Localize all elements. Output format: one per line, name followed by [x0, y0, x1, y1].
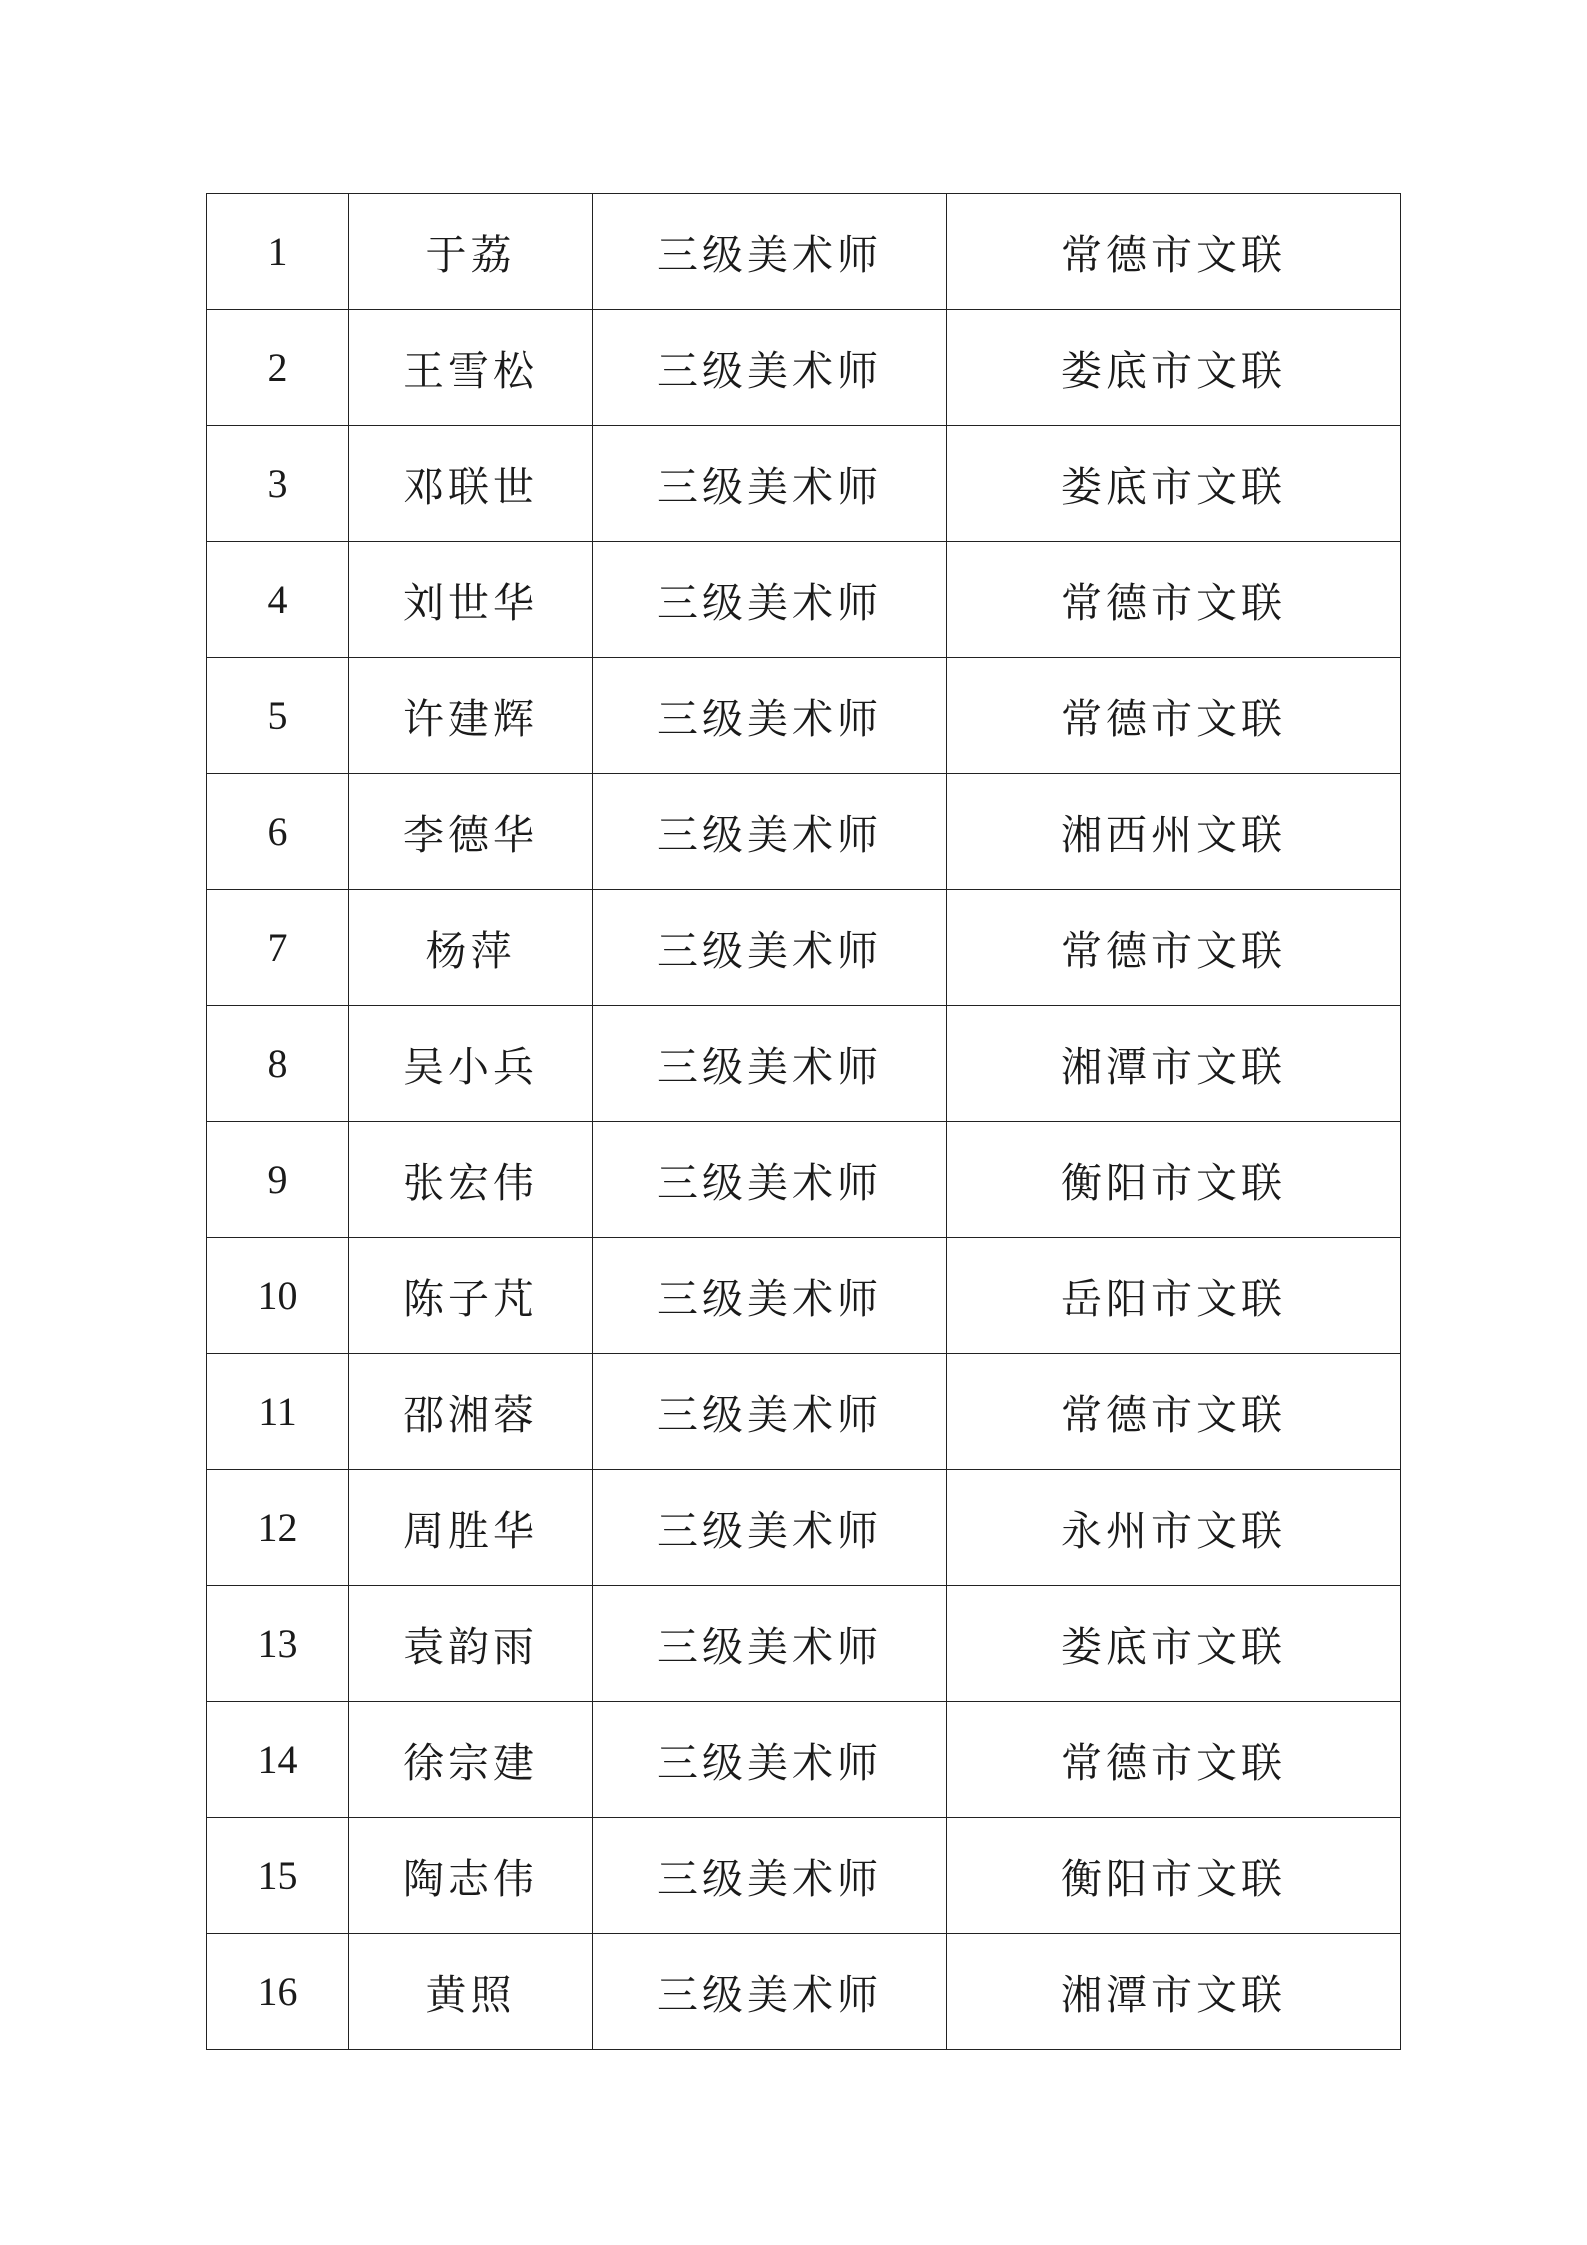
unit-cell: 常德市文联	[947, 542, 1401, 658]
unit-cell: 娄底市文联	[947, 426, 1401, 542]
title-cell: 三级美术师	[593, 1470, 947, 1586]
unit-cell: 衡阳市文联	[947, 1122, 1401, 1238]
unit-cell: 湘潭市文联	[947, 1934, 1401, 2050]
row-number-cell: 2	[207, 310, 349, 426]
table-row	[207, 1702, 1401, 1818]
row-number-cell: 3	[207, 426, 349, 542]
unit-cell: 常德市文联	[947, 1354, 1401, 1470]
row-number-cell: 15	[207, 1818, 349, 1934]
name-cell: 陈子芃	[349, 1238, 593, 1354]
row-number-cell: 4	[207, 542, 349, 658]
name-cell: 刘世华	[349, 542, 593, 658]
table-row	[207, 1006, 1401, 1122]
row-number-cell: 1	[207, 194, 349, 310]
unit-cell: 湘西州文联	[947, 774, 1401, 890]
name-cell: 徐宗建	[349, 1702, 593, 1818]
title-cell: 三级美术师	[593, 890, 947, 1006]
table-row	[207, 658, 1401, 774]
row-number-cell: 10	[207, 1238, 349, 1354]
title-cell: 三级美术师	[593, 774, 947, 890]
row-number-cell: 16	[207, 1934, 349, 2050]
name-cell: 王雪松	[349, 310, 593, 426]
title-cell: 三级美术师	[593, 1818, 947, 1934]
title-cell: 三级美术师	[593, 542, 947, 658]
table-row	[207, 310, 1401, 426]
title-cell: 三级美术师	[593, 1354, 947, 1470]
name-cell: 李德华	[349, 774, 593, 890]
title-cell: 三级美术师	[593, 426, 947, 542]
table-row	[207, 774, 1401, 890]
table-row	[207, 1586, 1401, 1702]
unit-cell: 湘潭市文联	[947, 1006, 1401, 1122]
table-row	[207, 194, 1401, 310]
unit-cell: 常德市文联	[947, 658, 1401, 774]
name-cell: 黄照	[349, 1934, 593, 2050]
row-number-cell: 5	[207, 658, 349, 774]
name-cell: 邵湘蓉	[349, 1354, 593, 1470]
unit-cell: 娄底市文联	[947, 1586, 1401, 1702]
table-row	[207, 1470, 1401, 1586]
unit-cell: 衡阳市文联	[947, 1818, 1401, 1934]
name-cell: 许建辉	[349, 658, 593, 774]
row-number-cell: 9	[207, 1122, 349, 1238]
row-number-cell: 11	[207, 1354, 349, 1470]
name-cell: 袁韵雨	[349, 1586, 593, 1702]
roster-table	[206, 193, 1401, 2050]
table-row	[207, 542, 1401, 658]
unit-cell: 娄底市文联	[947, 310, 1401, 426]
unit-cell: 常德市文联	[947, 1702, 1401, 1818]
name-cell: 于荔	[349, 194, 593, 310]
unit-cell: 常德市文联	[947, 194, 1401, 310]
table-row	[207, 426, 1401, 542]
row-number-cell: 8	[207, 1006, 349, 1122]
unit-cell: 岳阳市文联	[947, 1238, 1401, 1354]
title-cell: 三级美术师	[593, 1006, 947, 1122]
row-number-cell: 7	[207, 890, 349, 1006]
row-number-cell: 14	[207, 1702, 349, 1818]
name-cell: 邓联世	[349, 426, 593, 542]
row-number-cell: 12	[207, 1470, 349, 1586]
title-cell: 三级美术师	[593, 1238, 947, 1354]
name-cell: 陶志伟	[349, 1818, 593, 1934]
row-number-cell: 6	[207, 774, 349, 890]
table-row	[207, 1934, 1401, 2050]
unit-cell: 常德市文联	[947, 890, 1401, 1006]
name-cell: 张宏伟	[349, 1122, 593, 1238]
title-cell: 三级美术师	[593, 1586, 947, 1702]
title-cell: 三级美术师	[593, 1122, 947, 1238]
title-cell: 三级美术师	[593, 1702, 947, 1818]
unit-cell: 永州市文联	[947, 1470, 1401, 1586]
table-row	[207, 1122, 1401, 1238]
table-row	[207, 1354, 1401, 1470]
title-cell: 三级美术师	[593, 1934, 947, 2050]
title-cell: 三级美术师	[593, 310, 947, 426]
name-cell: 吴小兵	[349, 1006, 593, 1122]
row-number-cell: 13	[207, 1586, 349, 1702]
roster-table-body	[207, 194, 1401, 2050]
table-row	[207, 1818, 1401, 1934]
title-cell: 三级美术师	[593, 194, 947, 310]
name-cell: 杨萍	[349, 890, 593, 1006]
table-row	[207, 1238, 1401, 1354]
name-cell: 周胜华	[349, 1470, 593, 1586]
table-row	[207, 890, 1401, 1006]
title-cell: 三级美术师	[593, 658, 947, 774]
